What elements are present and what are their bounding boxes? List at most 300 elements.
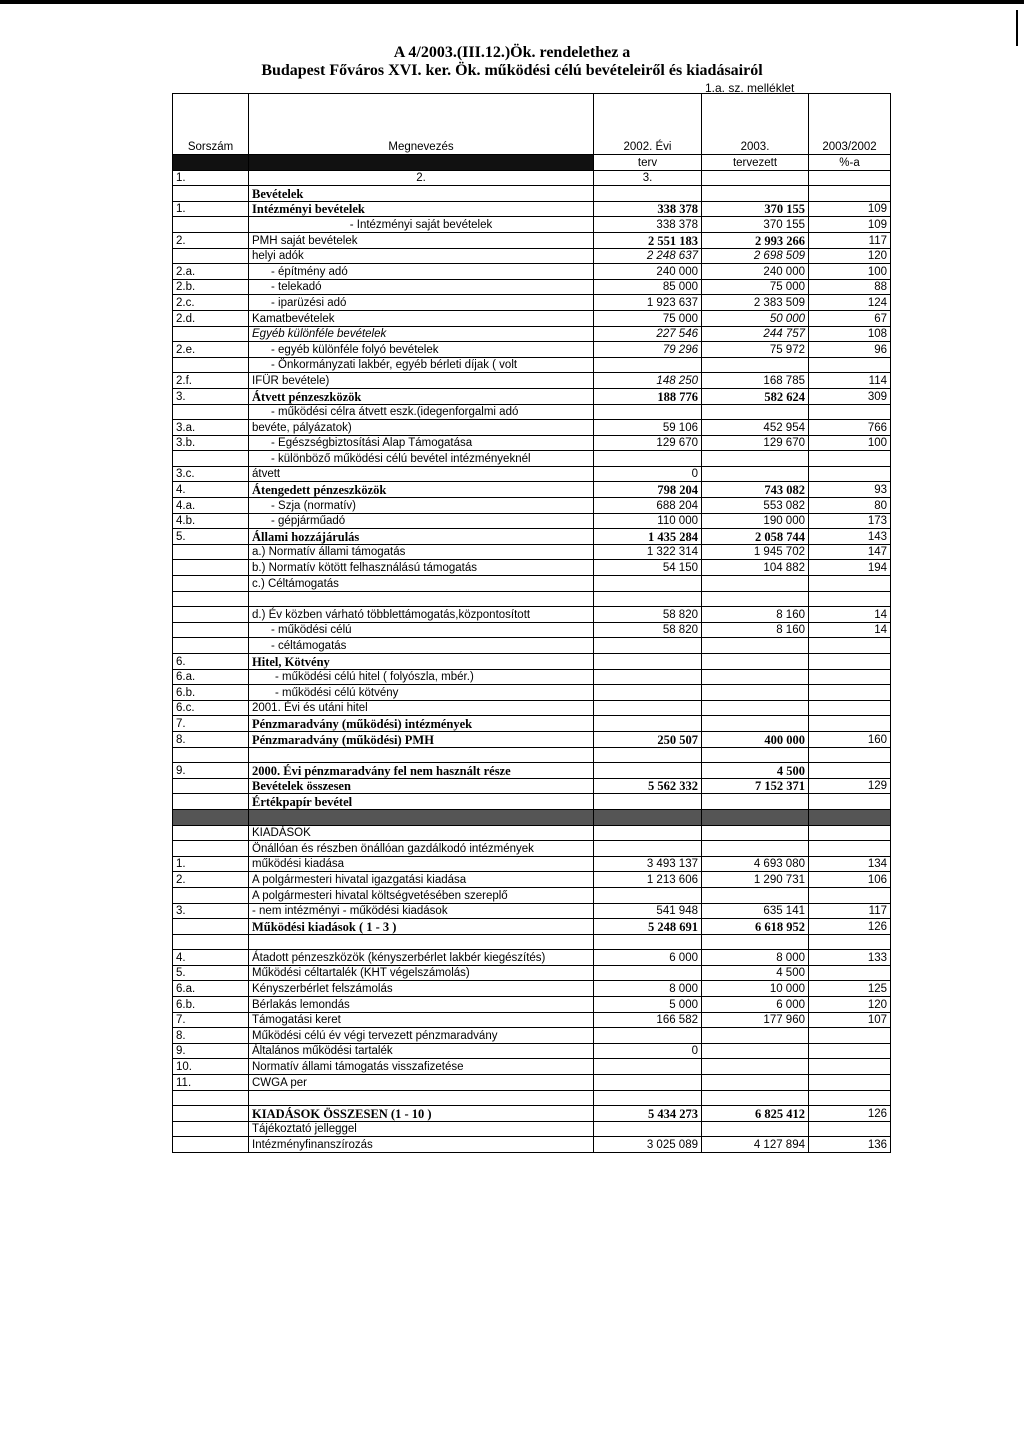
- row-percent: 96: [809, 342, 891, 358]
- row-number: [173, 544, 249, 560]
- row-name: Pénzmaradvány (működési) PMH: [249, 731, 594, 747]
- row-value-2003: 244 757: [702, 326, 809, 342]
- row-value-2002: 59 106: [594, 420, 702, 436]
- row-percent: 88: [809, 279, 891, 295]
- table-row: [173, 841, 891, 857]
- row-value-2003: 400 000: [702, 731, 809, 747]
- row-name: Bevételek összesen: [249, 778, 594, 794]
- row-name: Egyéb különféle bevételek: [249, 326, 594, 342]
- row-value-2002: [594, 1121, 702, 1137]
- row-value-2002: [594, 794, 702, 810]
- row-percent: [809, 1075, 891, 1091]
- row-value-2002: [594, 576, 702, 592]
- row-name: [249, 591, 594, 607]
- row-name: KIADÁSOK ÖSSZESEN (1 - 10 ): [249, 1106, 594, 1122]
- row-number: 6.b.: [173, 685, 249, 701]
- table-row: [173, 591, 891, 607]
- row-name: Hitel, Kötvény: [249, 654, 594, 670]
- row-percent: [809, 685, 891, 701]
- row-number: 5.: [173, 529, 249, 545]
- table-row: [173, 186, 891, 202]
- row-value-2003: [702, 357, 809, 373]
- table-row: [173, 607, 891, 623]
- row-value-2003: 1 945 702: [702, 544, 809, 560]
- row-percent: 194: [809, 560, 891, 576]
- row-percent: [809, 357, 891, 373]
- row-name: Intézményi bevételek: [249, 201, 594, 217]
- row-value-2002: 75 000: [594, 310, 702, 326]
- row-value-2002: 5 248 691: [594, 919, 702, 935]
- row-value-2002: [594, 965, 702, 981]
- table-row: [173, 1043, 891, 1059]
- row-percent: 14: [809, 622, 891, 638]
- row-name: [249, 934, 594, 950]
- row-percent: 133: [809, 950, 891, 966]
- row-value-2002: 129 670: [594, 435, 702, 451]
- row-name: Intézményfinanszírozás: [249, 1137, 594, 1153]
- table-row: [173, 217, 891, 233]
- row-percent: 120: [809, 248, 891, 264]
- row-value-2003: [702, 700, 809, 716]
- row-value-2003: 4 693 080: [702, 856, 809, 872]
- row-percent: [809, 669, 891, 685]
- row-number: 8.: [173, 731, 249, 747]
- row-name: [249, 747, 594, 763]
- row-percent: [809, 654, 891, 670]
- row-number: 3.: [173, 903, 249, 919]
- row-value-2003: 4 500: [702, 763, 809, 779]
- row-value-2003: 104 882: [702, 560, 809, 576]
- row-percent: [809, 794, 891, 810]
- row-value-2003: 50 000: [702, 310, 809, 326]
- row-value-2002: [594, 404, 702, 420]
- row-value-2002: 250 507: [594, 731, 702, 747]
- table-row: [173, 498, 891, 514]
- table-row: [173, 965, 891, 981]
- row-value-2002: [594, 747, 702, 763]
- table-row: [173, 731, 891, 747]
- row-percent: [809, 1121, 891, 1137]
- row-percent: [809, 1090, 891, 1106]
- row-value-2002: [594, 825, 702, 841]
- row-number: [173, 778, 249, 794]
- row-value-2003: [702, 934, 809, 950]
- row-number: 3.a.: [173, 420, 249, 436]
- row-name: - építmény adó: [249, 264, 594, 280]
- row-value-2002: 338 378: [594, 201, 702, 217]
- row-name: - működési célra átvett eszk.(idegenforgalmi adó: [249, 404, 594, 420]
- row-name: CWGA per: [249, 1075, 594, 1091]
- row-value-2003: 168 785: [702, 373, 809, 389]
- row-name: c.) Céltámogatás: [249, 576, 594, 592]
- row-number: 6.a.: [173, 669, 249, 685]
- row-number: 3.b.: [173, 435, 249, 451]
- row-value-2003: 553 082: [702, 498, 809, 514]
- col-2003-sub: tervezett: [702, 155, 809, 171]
- table-row: [173, 357, 891, 373]
- row-value-2003: 8 160: [702, 622, 809, 638]
- row-value-2003: [702, 591, 809, 607]
- col-number-1: 1.: [173, 170, 249, 186]
- row-percent: [809, 1059, 891, 1075]
- row-number: [173, 404, 249, 420]
- row-percent: 129: [809, 778, 891, 794]
- row-percent: 80: [809, 498, 891, 514]
- row-number: 2.e.: [173, 342, 249, 358]
- table-row: [173, 1028, 891, 1044]
- row-number: 2.d.: [173, 310, 249, 326]
- row-name: [249, 1090, 594, 1106]
- row-number: 6.c.: [173, 700, 249, 716]
- row-value-2002: [594, 763, 702, 779]
- row-percent: 93: [809, 482, 891, 498]
- row-percent: 117: [809, 232, 891, 248]
- row-value-2003: 75 000: [702, 279, 809, 295]
- row-name: PMH saját bevételek: [249, 232, 594, 248]
- row-value-2002: [594, 1059, 702, 1075]
- row-value-2003: 177 960: [702, 1012, 809, 1028]
- row-value-2003: [702, 1121, 809, 1137]
- row-value-2002: [594, 716, 702, 732]
- row-name: Állami hozzájárulás: [249, 529, 594, 545]
- table-row: [173, 404, 891, 420]
- table-row: [173, 435, 891, 451]
- row-number: [173, 591, 249, 607]
- row-value-2002: [594, 451, 702, 467]
- row-value-2003: 10 000: [702, 981, 809, 997]
- row-name: [249, 809, 594, 825]
- row-percent: [809, 825, 891, 841]
- row-value-2003: 129 670: [702, 435, 809, 451]
- row-value-2002: 54 150: [594, 560, 702, 576]
- row-value-2002: [594, 700, 702, 716]
- row-value-2002: [594, 685, 702, 701]
- row-value-2002: [594, 809, 702, 825]
- table-row: [173, 825, 891, 841]
- row-percent: 126: [809, 919, 891, 935]
- row-percent: 109: [809, 201, 891, 217]
- row-name: A polgármesteri hivatal igazgatási kiadása: [249, 872, 594, 888]
- row-number: [173, 794, 249, 810]
- row-percent: [809, 809, 891, 825]
- row-value-2002: [594, 1028, 702, 1044]
- row-value-2003: [702, 451, 809, 467]
- row-name: Támogatási keret: [249, 1012, 594, 1028]
- row-name: Működési céltartalék (KHT végelszámolás): [249, 965, 594, 981]
- row-percent: [809, 1028, 891, 1044]
- row-value-2003: 370 155: [702, 201, 809, 217]
- row-value-2002: [594, 186, 702, 202]
- table-row: [173, 778, 891, 794]
- row-percent: 108: [809, 326, 891, 342]
- row-percent: [809, 763, 891, 779]
- row-number: 4.a.: [173, 498, 249, 514]
- row-value-2003: [702, 1043, 809, 1059]
- row-value-2002: 79 296: [594, 342, 702, 358]
- table-row: [173, 763, 891, 779]
- row-percent: 147: [809, 544, 891, 560]
- row-percent: 100: [809, 264, 891, 280]
- row-name: Működési kiadások ( 1 - 3 ): [249, 919, 594, 935]
- row-value-2002: 8 000: [594, 981, 702, 997]
- row-number: [173, 1121, 249, 1137]
- table-row: [173, 326, 891, 342]
- row-value-2003: 743 082: [702, 482, 809, 498]
- row-value-2003: [702, 1075, 809, 1091]
- row-name: Átvett pénzeszközök: [249, 388, 594, 404]
- row-percent: [809, 965, 891, 981]
- column-subheader-row: [173, 155, 891, 171]
- table-row: [173, 1012, 891, 1028]
- row-number: [173, 919, 249, 935]
- row-value-2002: 541 948: [594, 903, 702, 919]
- row-value-2003: 370 155: [702, 217, 809, 233]
- row-value-2002: [594, 1075, 702, 1091]
- top-border-line: [0, 0, 1024, 4]
- row-name: - céltámogatás: [249, 638, 594, 654]
- table-row: [173, 232, 891, 248]
- col-ratio: 2003/2002: [809, 94, 891, 155]
- row-percent: 114: [809, 373, 891, 389]
- row-name: működési kiadása: [249, 856, 594, 872]
- row-value-2002: [594, 669, 702, 685]
- row-number: [173, 560, 249, 576]
- row-value-2002: 6 000: [594, 950, 702, 966]
- table-row: [173, 420, 891, 436]
- row-value-2002: 85 000: [594, 279, 702, 295]
- row-value-2003: [702, 825, 809, 841]
- row-name: KIADÁSOK: [249, 825, 594, 841]
- table-row: [173, 451, 891, 467]
- row-value-2003: [702, 654, 809, 670]
- col-2002: 2002. Évi: [594, 94, 702, 155]
- row-name: - működési célú kötvény: [249, 685, 594, 701]
- table-row: [173, 1059, 891, 1075]
- row-value-2002: [594, 887, 702, 903]
- row-value-2003: 2 058 744: [702, 529, 809, 545]
- table-row: [173, 560, 891, 576]
- row-name: d.) Év közben várható többlettámogatás,központosított: [249, 607, 594, 623]
- row-name: A polgármesteri hivatal költségvetésében szereplő: [249, 887, 594, 903]
- table-row: [173, 466, 891, 482]
- row-name: Bevételek: [249, 186, 594, 202]
- row-value-2002: [594, 934, 702, 950]
- table-row: [173, 248, 891, 264]
- row-value-2002: 110 000: [594, 513, 702, 529]
- row-value-2003: 635 141: [702, 903, 809, 919]
- row-number: 1.: [173, 201, 249, 217]
- row-percent: [809, 404, 891, 420]
- row-percent: [809, 716, 891, 732]
- row-name: - működési célú: [249, 622, 594, 638]
- row-value-2002: 5 000: [594, 997, 702, 1013]
- table-row: [173, 295, 891, 311]
- row-name: Átadott pénzeszközök (kényszerbérlet lakbér kiegészítés): [249, 950, 594, 966]
- row-value-2003: [702, 186, 809, 202]
- row-value-2003: [702, 1059, 809, 1075]
- row-name: átvett: [249, 466, 594, 482]
- row-name: - egyéb különféle folyó bevételek: [249, 342, 594, 358]
- column-number-row: [173, 170, 891, 186]
- row-percent: [809, 638, 891, 654]
- document-title: Budapest Főváros XVI. ker. Ök. működési célú bevételeiről és kiadásairól: [261, 62, 763, 79]
- row-number: [173, 638, 249, 654]
- row-name: Általános működési tartalék: [249, 1043, 594, 1059]
- row-number: 4.b.: [173, 513, 249, 529]
- row-percent: [809, 700, 891, 716]
- row-value-2002: 0: [594, 466, 702, 482]
- row-percent: [809, 576, 891, 592]
- table-row: [173, 310, 891, 326]
- row-number: 6.b.: [173, 997, 249, 1013]
- row-value-2003: [702, 404, 809, 420]
- row-name: - Intézményi saját bevételek: [249, 217, 594, 233]
- column-header-row: [173, 94, 891, 155]
- row-name: Kamatbevételek: [249, 310, 594, 326]
- row-value-2003: [702, 887, 809, 903]
- col-number-2: 2.: [249, 170, 594, 186]
- table-row: [173, 997, 891, 1013]
- row-name: b.) Normatív kötött felhasználású támogatás: [249, 560, 594, 576]
- row-number: 2.b.: [173, 279, 249, 295]
- row-value-2003: 240 000: [702, 264, 809, 280]
- row-value-2002: 148 250: [594, 373, 702, 389]
- table-row: [173, 342, 891, 358]
- row-number: [173, 576, 249, 592]
- row-name: Bérlakás lemondás: [249, 997, 594, 1013]
- col-number-3: 3.: [594, 170, 702, 186]
- table-row: [173, 638, 891, 654]
- table-row: [173, 576, 891, 592]
- row-percent: [809, 841, 891, 857]
- row-value-2002: 3 025 089: [594, 1137, 702, 1153]
- row-name: bevéte, pályázatok): [249, 420, 594, 436]
- row-percent: 125: [809, 981, 891, 997]
- row-value-2003: [702, 685, 809, 701]
- row-percent: 100: [809, 435, 891, 451]
- row-value-2003: 4 500: [702, 965, 809, 981]
- row-name: a.) Normatív állami támogatás: [249, 544, 594, 560]
- table-row: [173, 513, 891, 529]
- table-row: [173, 716, 891, 732]
- row-percent: [809, 591, 891, 607]
- row-value-2002: 5 434 273: [594, 1106, 702, 1122]
- row-value-2002: 227 546: [594, 326, 702, 342]
- row-value-2003: 75 972: [702, 342, 809, 358]
- table-row: [173, 529, 891, 545]
- table-row: [173, 950, 891, 966]
- row-number: 9.: [173, 1043, 249, 1059]
- row-value-2002: [594, 638, 702, 654]
- row-value-2003: 8 160: [702, 607, 809, 623]
- annex-label: 1.a. sz. melléklet: [705, 81, 795, 95]
- row-value-2002: [594, 654, 702, 670]
- row-percent: [809, 466, 891, 482]
- table-row: [173, 1106, 891, 1122]
- row-number: 3.: [173, 388, 249, 404]
- row-value-2003: [702, 794, 809, 810]
- row-number: 7.: [173, 716, 249, 732]
- row-value-2002: 1 435 284: [594, 529, 702, 545]
- table-row: [173, 872, 891, 888]
- row-number: [173, 1137, 249, 1153]
- row-name: - nem intézményi - működési kiadások: [249, 903, 594, 919]
- row-percent: 117: [809, 903, 891, 919]
- row-percent: [809, 186, 891, 202]
- row-value-2003: [702, 841, 809, 857]
- row-number: 2.: [173, 872, 249, 888]
- row-name: - Önkormányzati lakbér, egyéb bérleti díjak ( volt: [249, 357, 594, 373]
- row-value-2003: 6 618 952: [702, 919, 809, 935]
- row-number: 6.: [173, 654, 249, 670]
- row-value-2002: [594, 591, 702, 607]
- row-number: [173, 809, 249, 825]
- row-percent: 120: [809, 997, 891, 1013]
- table-row: [173, 544, 891, 560]
- row-number: 2.: [173, 232, 249, 248]
- table-row: [173, 264, 891, 280]
- table-row: [173, 1137, 891, 1153]
- row-name: Normatív állami támogatás visszafizetése: [249, 1059, 594, 1075]
- row-value-2002: 1 322 314: [594, 544, 702, 560]
- row-name: Tájékoztató jelleggel: [249, 1121, 594, 1137]
- table-row: [173, 1090, 891, 1106]
- table-row: [173, 482, 891, 498]
- row-number: 7.: [173, 1012, 249, 1028]
- table-row: [173, 856, 891, 872]
- row-number: [173, 747, 249, 763]
- row-value-2003: 6 825 412: [702, 1106, 809, 1122]
- table-row: [173, 809, 891, 825]
- row-number: [173, 357, 249, 373]
- row-percent: 106: [809, 872, 891, 888]
- row-name: helyi adók: [249, 248, 594, 264]
- row-number: [173, 186, 249, 202]
- row-value-2002: 798 204: [594, 482, 702, 498]
- row-name: - iparüzési adó: [249, 295, 594, 311]
- row-percent: [809, 934, 891, 950]
- table-row: [173, 201, 891, 217]
- row-value-2003: 2 383 509: [702, 295, 809, 311]
- row-value-2002: 1 213 606: [594, 872, 702, 888]
- row-number: [173, 825, 249, 841]
- row-number: [173, 607, 249, 623]
- row-value-2003: 8 000: [702, 950, 809, 966]
- row-number: [173, 934, 249, 950]
- row-name: - Szja (normatív): [249, 498, 594, 514]
- row-value-2002: 688 204: [594, 498, 702, 514]
- row-name: Pénzmaradvány (működési) intézmények: [249, 716, 594, 732]
- row-value-2002: 2 248 637: [594, 248, 702, 264]
- row-name: Működési célú év végi tervezett pénzmaradvány: [249, 1028, 594, 1044]
- row-number: 2.a.: [173, 264, 249, 280]
- row-percent: 143: [809, 529, 891, 545]
- table-row: [173, 794, 891, 810]
- row-number: 4.: [173, 950, 249, 966]
- table-row: [173, 622, 891, 638]
- table-row: [173, 1121, 891, 1137]
- row-name: 2000. Évi pénzmaradvány fel nem használt része: [249, 763, 594, 779]
- row-percent: [809, 887, 891, 903]
- table-row: [173, 747, 891, 763]
- col-2003: 2003.: [702, 94, 809, 155]
- col-2002-sub: terv: [594, 155, 702, 171]
- row-percent: 14: [809, 607, 891, 623]
- row-value-2003: 2 698 509: [702, 248, 809, 264]
- row-value-2003: 452 954: [702, 420, 809, 436]
- row-number: 2.c.: [173, 295, 249, 311]
- table-row: [173, 919, 891, 935]
